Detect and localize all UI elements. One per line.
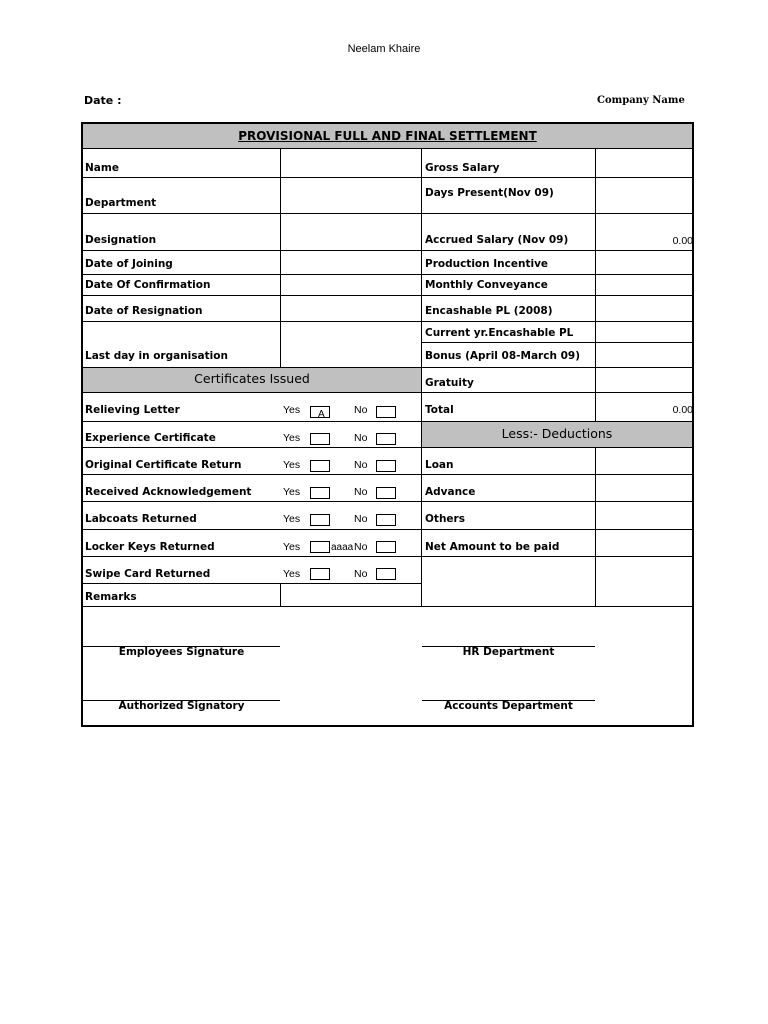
deduction-label-net-amount: Net Amount to be paid [425, 541, 560, 553]
no-checkbox[interactable] [376, 514, 396, 526]
row-divider [83, 148, 692, 149]
field-label-bonus: Bonus (April 08-March 09) [425, 350, 580, 362]
yes-checkbox[interactable] [310, 568, 330, 580]
deductions-header: Less:- Deductions [501, 426, 613, 441]
field-label-monthly-conveyance: Monthly Conveyance [425, 279, 548, 291]
accounts-department-label: Accounts Department [444, 700, 573, 712]
row-divider [83, 274, 692, 275]
yes-label: Yes [283, 568, 301, 580]
field-label-production-incentive: Production Incentive [425, 258, 549, 270]
yes-label: Yes [283, 513, 301, 525]
certificate-label-acknowledgement: Received Acknowledgement [85, 486, 252, 498]
row-divider [422, 342, 692, 343]
no-checkbox[interactable] [376, 433, 396, 445]
field-label-name: Name [85, 162, 119, 174]
field-label-date-of-joining: Date of Joining [85, 258, 173, 270]
row-divider [83, 321, 692, 322]
yes-checkbox[interactable] [310, 487, 330, 499]
col-divider [595, 447, 596, 606]
row-divider [83, 421, 692, 422]
col-divider [280, 148, 281, 367]
field-label-gross-salary: Gross Salary [425, 162, 500, 174]
row-divider [83, 556, 692, 557]
no-checkbox[interactable] [376, 487, 396, 499]
yes-label: Yes [283, 404, 301, 416]
settlement-form [81, 122, 694, 727]
remarks-label: Remarks [85, 591, 137, 603]
deduction-label-others: Others [425, 513, 465, 525]
accrued-salary-value: 0.00 [672, 235, 693, 247]
row-divider [83, 447, 692, 448]
col-divider [280, 583, 281, 606]
company-name: Company Name [597, 95, 685, 106]
field-label-date-of-resignation: Date of Resignation [85, 305, 203, 317]
no-label: No [354, 432, 368, 444]
row-divider [83, 501, 692, 502]
certificates-issued-header: Certificates Issued [194, 371, 310, 386]
no-label: No [354, 404, 368, 416]
row-divider [83, 583, 421, 584]
certificate-label-labcoats: Labcoats Returned [85, 513, 197, 525]
no-label: No [354, 541, 368, 553]
field-label-last-day: Last day in organisation [85, 350, 228, 362]
employee-signature-label: Employees Signature [118, 646, 245, 658]
yes-label: Yes [283, 432, 301, 444]
no-label: No [354, 459, 368, 471]
no-label: No [354, 513, 368, 525]
checkbox-mark: A [318, 409, 325, 420]
certificate-label-experience: Experience Certificate [85, 432, 216, 444]
field-label-accrued-salary: Accrued Salary (Nov 09) [425, 234, 569, 246]
yes-label: Yes [283, 486, 301, 498]
no-label: No [354, 486, 368, 498]
yes-checkbox[interactable] [310, 406, 330, 418]
row-divider [83, 213, 692, 214]
deduction-label-loan: Loan [425, 459, 454, 471]
certificate-label-swipe-card: Swipe Card Returned [85, 568, 211, 580]
field-label-department: Department [85, 197, 157, 209]
row-divider [83, 606, 692, 607]
form-title: PROVISIONAL FULL AND FINAL SETTLEMENT [238, 129, 537, 143]
col-divider [595, 148, 596, 421]
row-divider [83, 177, 692, 178]
authorized-signatory-label: Authorized Signatory [118, 700, 245, 712]
certificate-label-relieving-letter: Relieving Letter [85, 404, 180, 416]
date-label: Date : [84, 94, 122, 107]
total-value: 0.00 [672, 404, 693, 416]
certificate-label-original-return: Original Certificate Return [85, 459, 242, 471]
row-divider [83, 367, 692, 368]
field-label-gratuity: Gratuity [425, 377, 474, 389]
hr-department-label: HR Department [462, 646, 555, 658]
no-checkbox[interactable] [376, 460, 396, 472]
no-checkbox[interactable] [376, 568, 396, 580]
field-label-encashable-pl: Encashable PL (2008) [425, 305, 553, 317]
yes-checkbox[interactable] [310, 541, 330, 553]
yes-checkbox[interactable] [310, 514, 330, 526]
field-label-current-encashable-pl: Current yr.Encashable PL [425, 327, 574, 339]
deduction-label-advance: Advance [425, 486, 476, 498]
yes-label: Yes [283, 541, 301, 553]
yes-label: Yes [283, 459, 301, 471]
field-label-days-present: Days Present(Nov 09) [425, 187, 554, 199]
certificate-label-locker-keys: Locker Keys Returned [85, 541, 215, 553]
row-divider [83, 474, 692, 475]
yes-checkbox[interactable] [310, 460, 330, 472]
locker-note: aaaa [331, 542, 354, 553]
col-divider [421, 148, 422, 606]
row-divider [83, 529, 692, 530]
field-label-total: Total [425, 404, 454, 416]
row-divider [83, 250, 692, 251]
no-checkbox[interactable] [376, 541, 396, 553]
no-label: No [354, 568, 368, 580]
row-divider [83, 295, 692, 296]
field-label-date-of-confirmation: Date Of Confirmation [85, 279, 211, 291]
document-author: Neelam Khaire [347, 43, 421, 55]
field-label-designation: Designation [85, 234, 157, 246]
yes-checkbox[interactable] [310, 433, 330, 445]
no-checkbox[interactable] [376, 406, 396, 418]
row-divider [83, 392, 692, 393]
